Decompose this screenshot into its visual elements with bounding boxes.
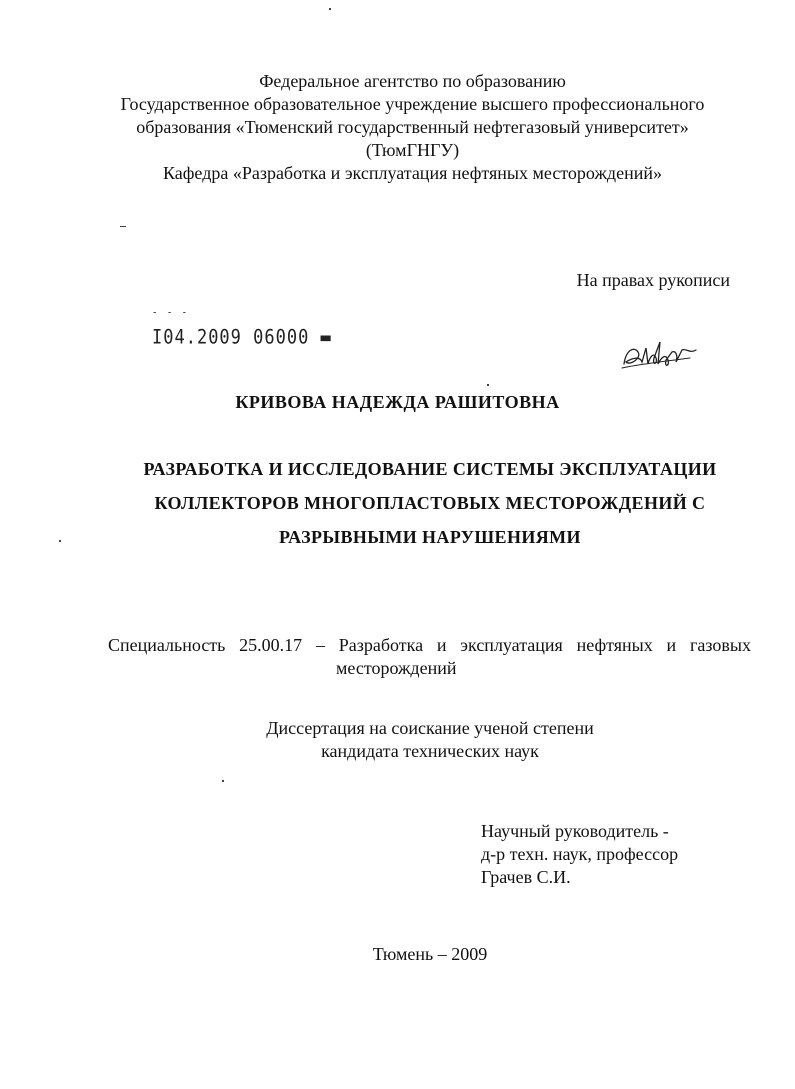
header-institution: Государственное образовательное учреждение высшего профессионального — [120, 94, 705, 114]
dissertation-title — [105, 452, 755, 554]
speciality-word: – — [315, 635, 325, 655]
stamp-dash: ▬ — [309, 326, 332, 349]
author-name: КРИВОВА НАДЕЖДА РАШИТОВНА — [235, 392, 560, 412]
title-line: РАЗРЫВНЫМИ НАРУШЕНИЯМИ — [279, 527, 581, 547]
manuscript-note: На правах рукописи — [576, 270, 730, 290]
speciality-word: газовых — [689, 635, 751, 655]
organization-header — [45, 70, 780, 185]
header-university: образования «Тюменский государственный нефтегазовый университет» — [136, 117, 689, 137]
stamp-tick-marks: - - - — [152, 307, 190, 320]
scan-speck — [222, 780, 224, 782]
registration-stamp — [152, 307, 332, 349]
scientific-advisor — [481, 820, 741, 889]
title-line: РАЗРАБОТКА И ИССЛЕДОВАНИЕ СИСТЕМЫ ЭКСПЛУАТАЦИИ — [143, 459, 717, 479]
speciality — [108, 634, 751, 680]
degree-line: кандидата технических наук — [321, 741, 539, 761]
header-abbreviation: (ТюмГНГУ) — [365, 140, 460, 160]
speciality-word: Специальность — [108, 635, 226, 655]
speciality-word: эксплуатация — [460, 635, 563, 655]
scan-speck — [120, 226, 126, 227]
speciality-continuation: месторождений — [336, 658, 457, 678]
degree-statement — [200, 717, 660, 763]
scan-speck — [487, 384, 489, 386]
scan-speck — [329, 8, 331, 10]
degree-line: Диссертация на соискание ученой степени — [266, 718, 594, 738]
header-department: Кафедра «Разработка и эксплуатация нефтяных месторождений» — [163, 163, 662, 183]
speciality-word: нефтяных — [576, 635, 653, 655]
speciality-word: и — [666, 635, 677, 655]
speciality-word: Разработка — [338, 635, 424, 655]
stamp-number: 04.2009 06000 — [163, 326, 310, 349]
speciality-line — [108, 634, 751, 657]
title-line: КОЛЛЕКТОРОВ МНОГОПЛАСТОВЫХ МЕСТОРОЖДЕНИЙ С — [154, 493, 706, 513]
speciality-code: 25.00.17 — [239, 635, 303, 655]
advisor-degree: д-р техн. наук, профессор — [481, 844, 679, 864]
header-agency: Федеральное агентство по образованию — [259, 71, 566, 91]
stamp-prefix: I — [152, 326, 164, 349]
advisor-name: Грачев С.И. — [481, 867, 571, 887]
city-year: Тюмень – 2009 — [372, 944, 488, 964]
scan-speck — [59, 540, 61, 542]
advisor-role: Научный руководитель - — [481, 821, 669, 841]
signature-icon — [620, 328, 700, 378]
speciality-word: и — [436, 635, 447, 655]
